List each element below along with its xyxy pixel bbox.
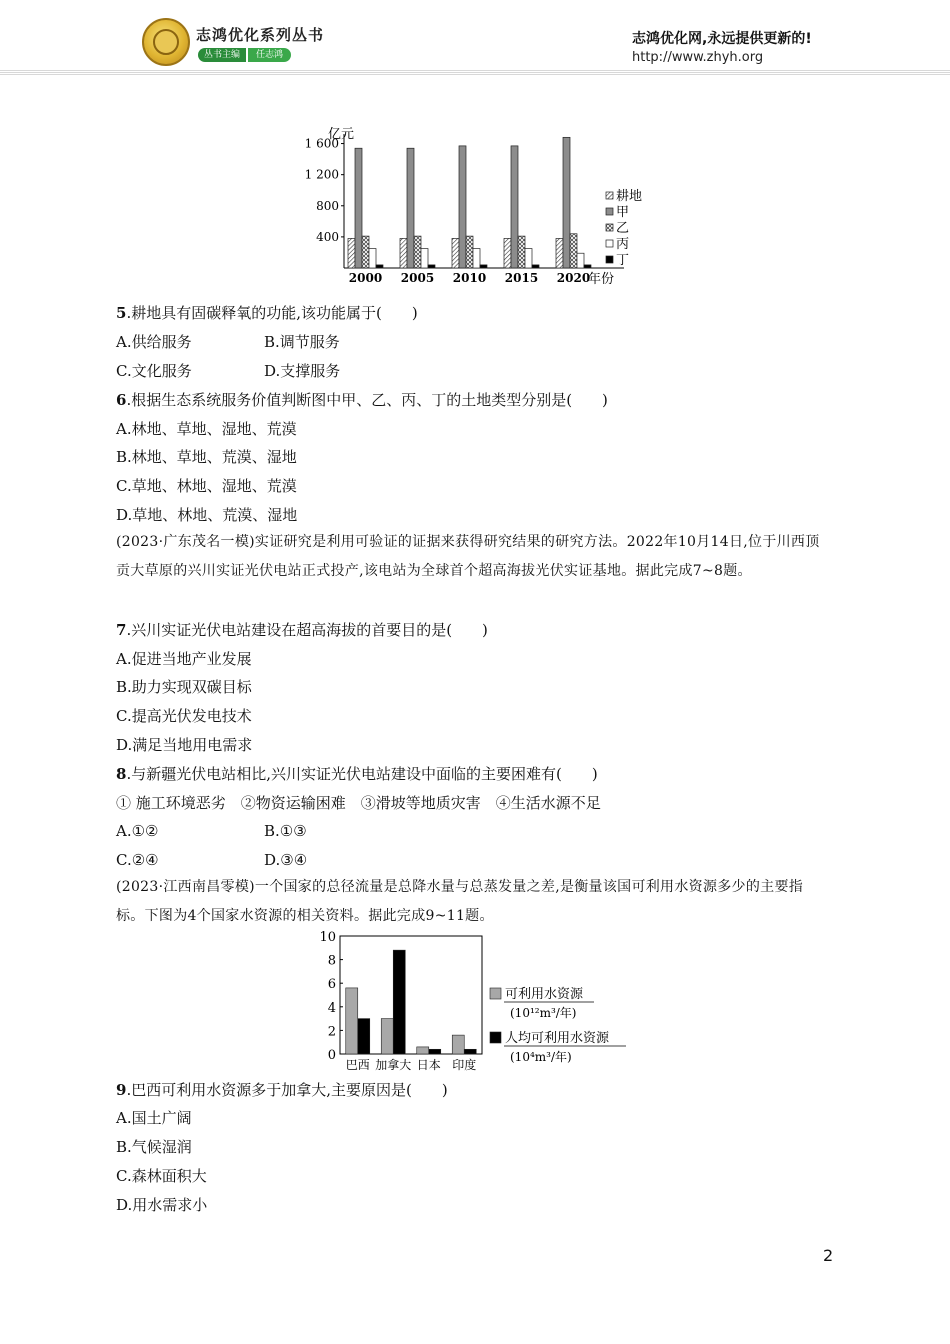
x-tick-label: 2005 [400,271,435,285]
q9-option-c[interactable]: C.森林面积大 [116,1167,207,1185]
editor-label: 丛书主编 [198,48,246,62]
bar-丙-2000 [369,249,376,268]
bar-丁-2000 [376,265,383,268]
bar-耕地-2020 [556,238,563,268]
q6-option-c[interactable]: C.草地、林地、湿地、荒漠 [116,477,297,495]
q7-option-b[interactable]: B.助力实现双碳目标 [116,678,252,696]
question-6: 6.根据生态系统服务价值判断图中甲、乙、丙、丁的土地类型分别是( ) [116,391,608,409]
bar-丙-2005 [421,249,428,268]
question-9: 9.巴西可利用水资源多于加拿大,主要原因是( ) [116,1081,448,1099]
y-tick-label: 2 [327,1024,336,1040]
x-tick-label: 2000 [348,271,383,285]
q5-option-a[interactable]: A.供给服务 [116,333,192,351]
q5-option-b[interactable]: B.调节服务 [264,333,340,351]
y-tick-label: 0 [327,1048,336,1063]
legend-label-1: 人均可利用水资源 [505,1031,610,1046]
bar-人均可利用水资源-加拿大 [393,950,405,1054]
q9-option-d[interactable]: D.用水需求小 [116,1196,208,1214]
legend-swatch-0 [490,988,501,999]
bar-甲-2015 [511,146,518,268]
bar-乙-2010 [466,236,473,268]
header-slogan: 志鸿优化网,永远提供更新的! [632,31,812,47]
header-divider [0,70,950,76]
q9-option-a[interactable]: A.国土广阔 [116,1109,192,1127]
y-tick-label: 400 [316,229,339,244]
page-number: 2 [823,1246,834,1265]
x-tick-label: 2020 [556,271,591,285]
bar-人均可利用水资源-日本 [429,1049,441,1054]
ecosystem-value-chart [300,120,660,290]
legend-label-丙: 丙 [616,237,630,252]
q5-option-d[interactable]: D.支撑服务 [264,362,341,380]
x-tick-label: 2010 [452,271,487,285]
bar-丁-2020 [584,265,591,268]
header-url[interactable]: http://www.zhyh.org [632,50,764,65]
bar-可利用水资源-加拿大 [381,1019,393,1054]
q8-option-a[interactable]: A.①② [116,822,159,840]
q6-option-a[interactable]: A.林地、草地、湿地、荒漠 [116,420,297,438]
bar-丙-2020 [577,253,584,268]
q7-option-d[interactable]: D.满足当地用电需求 [116,736,253,754]
bar-乙-2015 [518,236,525,268]
y-tick-label: 8 [327,953,336,969]
bar-耕地-2000 [348,238,355,268]
q8-items: ① 施工环境恶劣 ②物资运输困难 ③滑坡等地质灾害 ④生活水源不足 [116,794,601,812]
legend-label-乙: 乙 [616,221,630,236]
x-axis-label: 年份 [588,272,615,287]
legend-label-耕地: 耕地 [616,189,643,204]
bar-可利用水资源-巴西 [346,988,358,1054]
question-7: 7.兴川实证光伏电站建设在超高海拔的首要目的是( ) [116,621,488,639]
x-tick-label: 2015 [504,271,539,285]
legend-swatch-丁 [606,256,613,263]
publisher-logo-icon [142,18,190,66]
bar-可利用水资源-印度 [452,1035,464,1054]
q9-option-b[interactable]: B.气候湿润 [116,1138,192,1156]
bar-可利用水资源-日本 [417,1047,429,1054]
bar-丁-2015 [532,265,539,268]
y-tick-label: 10 [319,930,336,945]
legend-unit-1: (10⁴m³/年) [510,1050,572,1064]
bar-甲-2000 [355,148,362,268]
legend-swatch-丙 [606,240,613,247]
question-8: 8.与新疆光伏电站相比,兴川实证光伏电站建设中面临的主要困难有( ) [116,765,598,783]
editor-name: 任志鸿 [248,48,291,62]
x-tick-label: 巴西 [345,1058,370,1072]
editor-badge [198,48,291,62]
y-tick-label: 4 [327,1000,336,1016]
bar-丁-2010 [480,265,487,268]
q6-option-d[interactable]: D.草地、林地、荒漠、湿地 [116,506,298,524]
legend-swatch-甲 [606,208,613,215]
bar-耕地-2005 [400,238,407,268]
q6-option-b[interactable]: B.林地、草地、荒漠、湿地 [116,448,297,466]
question-5: 5.耕地具有固碳释氧的功能,该功能属于( ) [116,304,418,322]
x-tick-label: 加拿大 [375,1058,412,1072]
bar-甲-2020 [563,137,570,268]
bar-人均可利用水资源-印度 [464,1049,476,1054]
bar-乙-2020 [570,234,577,268]
legend-swatch-乙 [606,224,613,231]
q5-option-c[interactable]: C.文化服务 [116,362,192,380]
intro-9-11: (2023·江西南昌零模)一个国家的总径流量是总降水量与总蒸发量之差,是衡量该国可利用水资源多少的主要指标。下图为4个国家水资源的相关资料。据此完成9~11题。 [116,879,804,924]
y-tick-label: 1 600 [304,136,339,151]
legend-label-甲: 甲 [616,205,630,220]
bar-耕地-2010 [452,238,459,268]
bar-丙-2010 [473,249,480,268]
bar-乙-2000 [362,236,369,268]
bar-丙-2015 [525,249,532,268]
bar-耕地-2015 [504,238,511,268]
intro-7-8: (2023·广东茂名一模)实证研究是利用可验证的证据来获得研究结果的研究方法。2022年10月14日,位于川西顶贡大草原的兴川实证光伏电站正式投产,该电站为全球首个超高海拔光伏实证基地。据此完成7~8题。 [116,534,820,579]
bar-甲-2010 [459,146,466,268]
q8-option-c[interactable]: C.②④ [116,851,159,869]
q7-option-c[interactable]: C.提高光伏发电技术 [116,707,252,725]
page-header [0,0,950,80]
water-resources-chart [310,926,640,1076]
y-tick-label: 1 200 [304,167,339,182]
y-axis-label: 亿元 [328,127,355,142]
q8-option-d[interactable]: D.③④ [264,851,308,869]
legend-label-丁: 丁 [616,253,630,268]
legend-swatch-1 [490,1032,501,1043]
q8-option-b[interactable]: B.①③ [264,822,307,840]
bar-甲-2005 [407,148,414,268]
legend-swatch-耕地 [606,192,613,199]
y-tick-label: 800 [316,198,339,213]
x-tick-label: 印度 [452,1058,477,1072]
bar-人均可利用水资源-巴西 [358,1019,370,1054]
bar-丁-2005 [428,265,435,268]
q7-option-a[interactable]: A.促进当地产业发展 [116,650,252,668]
legend-unit-0: (10¹²m³/年) [510,1006,577,1020]
bar-乙-2005 [414,236,421,268]
legend-label-0: 可利用水资源 [505,987,584,1002]
x-tick-label: 日本 [416,1058,441,1072]
y-tick-label: 6 [327,977,336,993]
series-title: 志鸿优化系列丛书 [196,26,325,44]
